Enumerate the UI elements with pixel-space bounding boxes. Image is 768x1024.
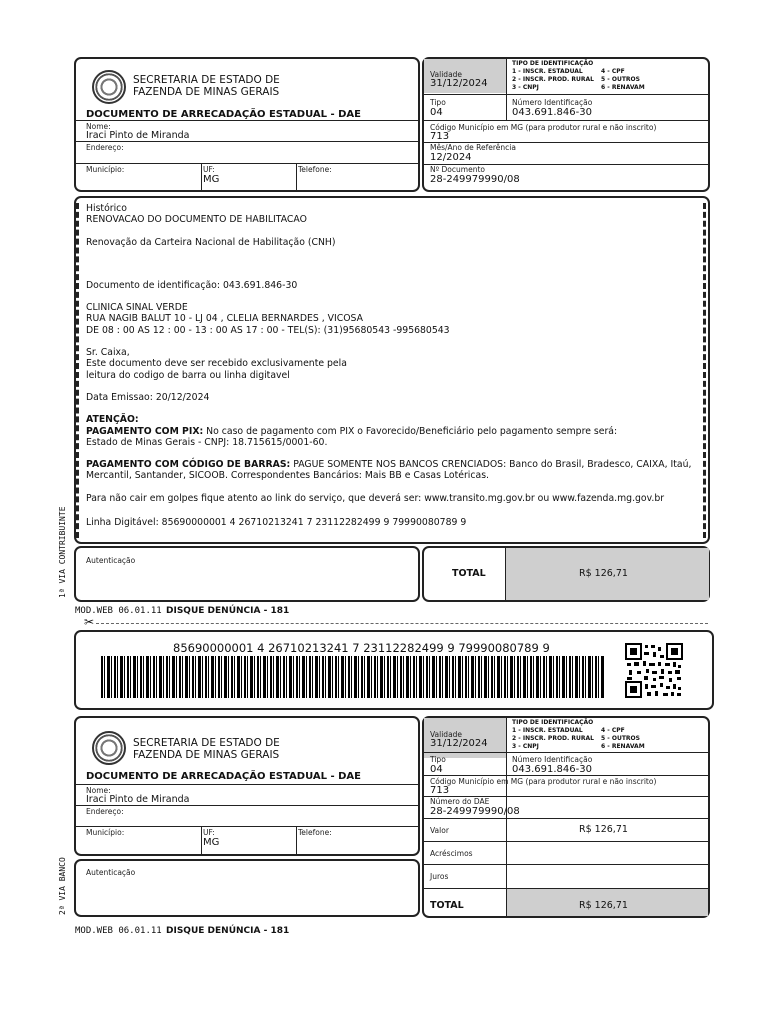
disque-denuncia-bottom: DISQUE DENÚNCIA - 181 [166, 926, 290, 936]
org-name-line2: FAZENDA DE MINAS GERAIS [133, 86, 280, 98]
qr-code-icon [625, 643, 683, 698]
label-valor: Valor [430, 826, 449, 835]
historico-text: Histórico RENOVACAO DO DOCUMENTO DE HABILITACAO Renovação da Carteira Nacional de Habilitação (CNH) Documento de identificação: 043.691.846-30 CLINICA SINAL VERDE RUA NAGIB BALUT 10 - LJ 04 , CLELIA BERNARDES , VICOSA DE 08 : 00 AS 12 : 00 - 13 : 00 AS 17 : 00 - TEL(S): (31)95680543 -995680543 Sr. Caixa, Este documento deve ser recebido exclusivamente pela leitura do codigo de barra ou linha digitavel Data Emissao: 20/12/2024 ATENÇÃO: PAGAMENTO COM PIX: No caso de pagamento com PIX o Favorecido/Beneficiário pelo pagamento sempre será: Estado de Minas Gerais - CNPJ: 18.715615/0001-60. PAGAMENTO COM CÓDIGO DE BARRAS: PAGUE SOMENTE NOS BANCOS CRENCIADOS: Banco do Brasil, Bradesco, CAIXA, Itaú, Mercantil, Santander, SICOOB. Correspondentes Bancários: Mais BB e Casas Lotéricas. Para não cair em golpes fique atento ao link do serviço, que deverá ser: www.transito.mg.gov.br ou www.fazenda.mg.gov.br Linha Digitável: 85690000001 4 26710213241 7 23112282499 9 79990080789 9 [86, 203, 698, 528]
autenticacao-box-top [74, 546, 420, 602]
scissors-icon: ✂ [84, 615, 95, 629]
linha-digitavel: Linha Digitável: 85690000001 4 26710213241 7 23112282499 9 79990080789 9 [86, 517, 467, 529]
contributor-name: Iraci Pinto de Miranda [86, 130, 190, 141]
via-banco-label: 2ª VIA BANCO [58, 857, 67, 915]
label-mes-ano: Mês/Ano de Referência [430, 143, 516, 152]
numero-dae-value: 28-249979990/08 [430, 806, 520, 817]
label-tipo: Tipo [430, 98, 446, 107]
total-value-bottom: R$ 126,71 [579, 900, 628, 911]
state-seal-icon [92, 70, 126, 104]
label-telefone: Telefone: [298, 165, 332, 174]
id-types-title: TIPO DE IDENTIFICAÇÃO [512, 60, 594, 67]
label-numero-dae: Número do DAE [430, 797, 490, 806]
total-value-top: R$ 126,71 [579, 568, 628, 579]
label-numero-ident: Número Identificação [512, 98, 593, 107]
document-title-bottom: DOCUMENTO DE ARRECADAÇÃO ESTADUAL - DAE [86, 771, 362, 782]
label-municipio: Município: [86, 165, 125, 174]
label-codigo-municipio: Código Município em MG (para produtor rural e não inscrito) [430, 123, 657, 132]
barcode-digits: 85690000001 4 26710213241 7 23112282499 9 79990080789 9 [173, 641, 550, 655]
mod-web-top: MOD.WEB 06.01.11 [75, 606, 162, 616]
atencao-heading: ATENÇÃO: [86, 414, 139, 426]
validade-value: 31/12/2024 [430, 78, 488, 89]
contributor-name-bottom: Iraci Pinto de Miranda [86, 794, 190, 805]
total-label-bottom: TOTAL [430, 900, 464, 911]
state-seal-icon-bottom [92, 731, 126, 765]
tipo-value: 04 [430, 107, 443, 118]
label-num-documento: Nº Documento [430, 165, 485, 174]
mod-web-bottom: MOD.WEB 06.01.11 [75, 926, 162, 936]
label-acrescimos: Acréscimos [430, 849, 473, 858]
disque-denuncia-top: DISQUE DENÚNCIA - 181 [166, 606, 290, 616]
label-autenticacao: Autenticação [86, 556, 136, 565]
via-contribuinte-label: 1ª VIA CONTRIBUINTE [58, 506, 67, 598]
historico-title: Histórico [86, 203, 127, 214]
mes-ano-value: 12/2024 [430, 152, 472, 163]
numero-ident-value: 043.691.846-30 [512, 107, 592, 118]
org-name-line1: SECRETARIA DE ESTADO DE [133, 74, 280, 86]
document-title: DOCUMENTO DE ARRECADAÇÃO ESTADUAL - DAE [86, 109, 362, 120]
uf-value: MG [203, 174, 220, 185]
barcode-bars [101, 656, 605, 698]
label-endereco: Endereço: [86, 143, 124, 152]
label-nome: Nome: [86, 122, 111, 131]
data-emissao: Data Emissao: 20/12/2024 [86, 391, 210, 403]
num-documento-value: 28-249979990/08 [430, 174, 520, 185]
golpes-warning: Para não cair em golpes fique atento ao link do serviço, que deverá ser: www.transito.mg.gov.br ou www.fazenda.mg.gov.br [86, 492, 665, 504]
label-uf: UF: [203, 165, 215, 174]
codigo-municipio-value: 713 [430, 131, 450, 142]
valor-value: R$ 126,71 [579, 824, 628, 835]
total-label-top: TOTAL [452, 568, 486, 579]
label-juros: Juros [430, 872, 449, 881]
clinic-name: CLINICA SINAL VERDE [86, 302, 188, 314]
label-validade: Validade [430, 70, 463, 79]
